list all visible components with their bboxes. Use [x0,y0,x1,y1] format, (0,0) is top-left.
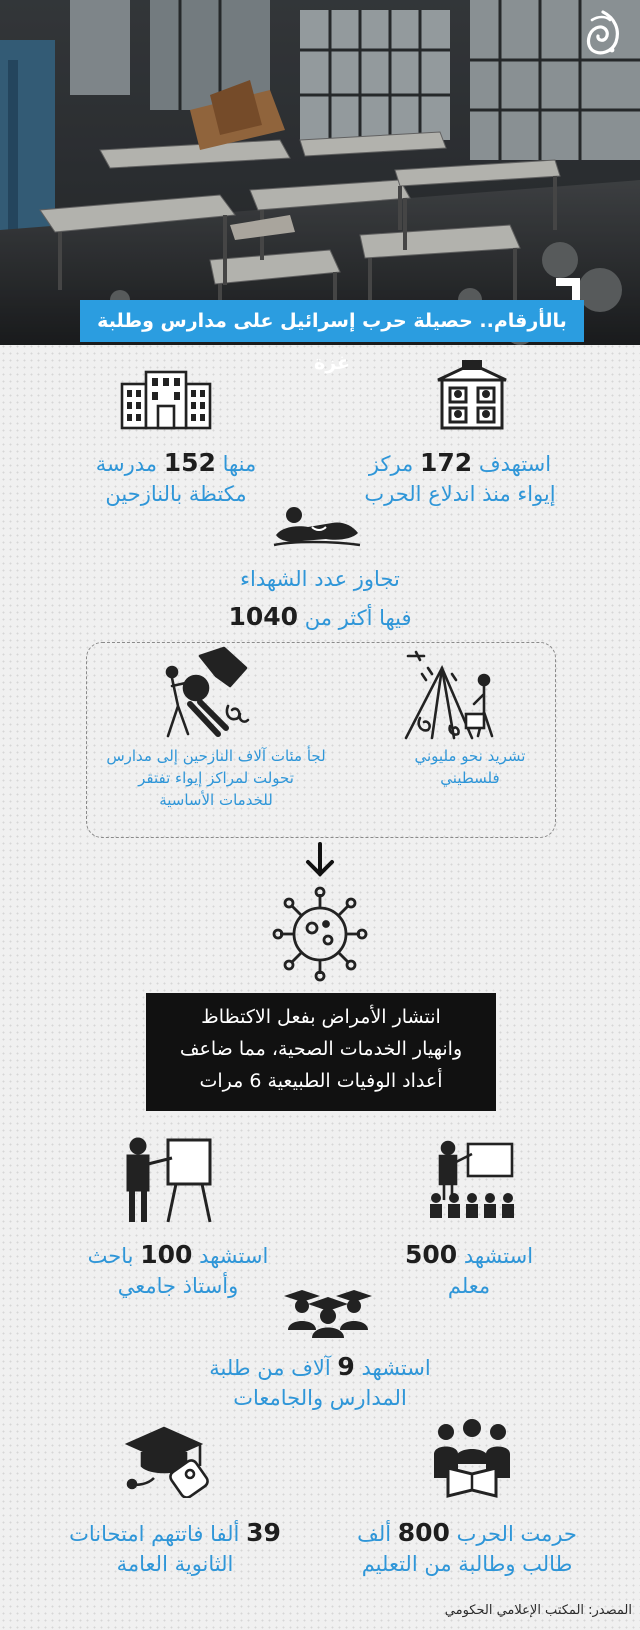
stat-martyrs [190,560,450,637]
stat-professors-line2: وأستاذ جامعي [117,1274,239,1298]
stat-exams-number: 39 [246,1518,281,1547]
stat-refuge-line2: تحولت لمراكز إيواء تفتقر [138,769,294,787]
disease-line1: انتشار الأمراض بفعل الاكتظاظ [201,1006,441,1028]
stat-teachers-number: 500 [404,1240,458,1269]
stat-exams [60,1518,290,1579]
stat-deprived-number: 800 [397,1518,450,1547]
stat-martyrs-pre: فيها أكثر من [304,606,412,630]
stat-exams-post: ألفا فاتتهم امتحانات [69,1522,240,1546]
graduation-cap-icon [124,1422,216,1502]
stat-professors [78,1240,278,1301]
stat-students-post: آلاف من طلبة [209,1356,331,1380]
stat-refuge-line1: لجأ مئات آلاف النازحين إلى مدارس [106,747,326,765]
stat-professors-post: باحث [87,1244,134,1268]
title-corner-decor [556,278,580,300]
disease-line2: وانهيار الخدمات الصحية، مما ضاعف [179,1038,463,1060]
stat-schools-line2: مكتظة بالنازحين [105,482,247,506]
stat-schools-number: 152 [163,448,216,477]
stat-displaced [400,745,540,789]
stat-professors-number: 100 [140,1240,193,1269]
stat-displaced-line1: تشريد نحو مليوني [414,747,526,765]
stat-deprived-line2: طالب وطالبة من التعليم [361,1552,573,1576]
stat-students-line2: المدارس والجامعات [233,1386,407,1410]
stat-martyrs-number: 1040 [228,602,299,631]
stat-schools-post: مدرسة [95,452,158,476]
stat-students-number: 9 [337,1352,355,1381]
stat-students [200,1352,440,1413]
students-book-icon [430,1418,514,1502]
stat-shelter-pre: استهدف [478,452,552,476]
stat-schools [86,448,266,509]
stat-shelter-number: 172 [419,448,473,477]
martyr-body-icon [272,505,362,553]
stat-teachers [394,1240,544,1301]
stat-martyrs-line1: تجاوز عدد الشهداء [240,567,400,591]
stat-shelter-centers [350,448,570,509]
lecturer-board-icon [124,1136,216,1228]
title-banner [80,300,584,374]
graduates-icon [280,1286,376,1342]
displaced-tent-icon [402,648,502,748]
stat-teachers-line2: معلم [447,1274,491,1298]
stat-refuge [96,745,336,811]
stat-shelter-post: مركز [368,452,414,476]
stat-shelter-line2: إيواء منذ اندلاع الحرب [364,482,556,506]
stat-students-pre: استشهد [361,1356,431,1380]
fleeing-family-icon [160,646,256,746]
source-credit: المصدر: المكتب الإعلامي الحكومي [444,1603,632,1618]
stat-deprived-pre: حرمت الحرب [456,1522,577,1546]
stat-exams-line2: الثانوية العامة [116,1552,234,1576]
disease-box [146,993,496,1111]
stat-schools-pre: منها [222,452,257,476]
arrow-down-icon [304,842,336,882]
shelter-building-icon [432,360,512,436]
stat-teachers-pre: استشهد [463,1244,534,1268]
teacher-class-icon [428,1140,518,1226]
virus-icon [272,886,368,986]
stat-deprived [352,1518,582,1579]
hero-photo [0,0,640,345]
aljazeera-logo-icon [582,10,624,58]
stat-professors-pre: استشهد [199,1244,269,1268]
stat-deprived-post: ألف [357,1522,392,1546]
disease-line3: أعداد الوفيات الطبيعية 6 مرات [199,1070,443,1092]
stat-displaced-line2: فلسطيني [440,769,500,787]
stat-refuge-line3: للخدمات الأساسية [159,791,273,809]
school-building-icon [118,370,214,436]
page-title: بالأرقام.. حصيلة حرب إسرائيل على مدارس وطلبة غزة [80,300,584,342]
